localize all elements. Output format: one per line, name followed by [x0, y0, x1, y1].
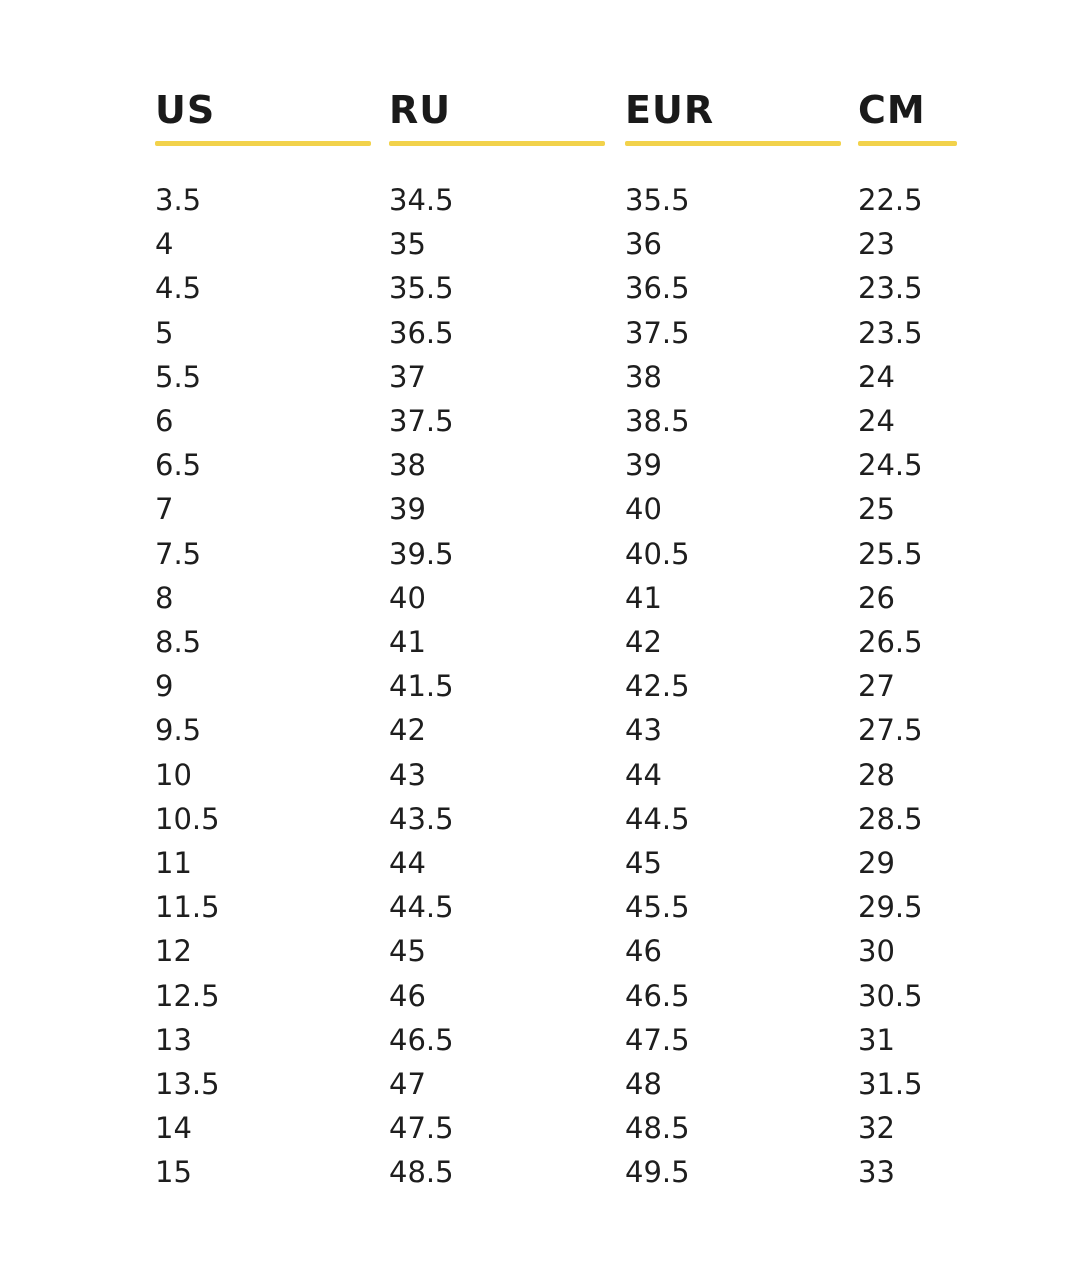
table-cell-ru: 40 [389, 580, 426, 615]
table-cell-eur: 48 [625, 1067, 662, 1101]
table-cell-ru: 41 [389, 625, 426, 659]
table-cell-eur: 42.5 [625, 669, 690, 704]
table-cell-eur: 44.5 [625, 801, 690, 836]
table-cell-us: 9.5 [155, 713, 202, 748]
table-cell-us: 5.5 [155, 359, 202, 394]
column-header-eur: EUR [625, 88, 715, 132]
table-cell-ru: 44 [389, 846, 426, 880]
table-cell-cm: 25.5 [858, 536, 923, 571]
column-underline-ru [389, 141, 605, 146]
table-cell-eur: 40.5 [625, 536, 690, 571]
table-cell-cm: 30.5 [858, 978, 923, 1013]
table-cell-cm: 30 [858, 934, 895, 969]
table-cell-cm: 22.5 [858, 183, 923, 217]
table-cell-us: 8 [155, 580, 174, 615]
table-cell-eur: 49.5 [625, 1155, 690, 1190]
table-cell-cm: 32 [858, 1111, 895, 1146]
table-cell-eur: 46 [625, 934, 662, 969]
table-cell-us: 12.5 [155, 978, 220, 1013]
table-cell-eur: 48.5 [625, 1111, 690, 1146]
table-cell-eur: 36 [625, 227, 662, 262]
table-cell-ru: 47 [389, 1067, 426, 1101]
table-cell-ru: 35 [389, 227, 426, 262]
column-header-us: US [155, 88, 216, 132]
table-cell-ru: 39 [389, 492, 426, 527]
table-cell-us: 7 [155, 492, 174, 527]
table-cell-eur: 42 [625, 625, 662, 659]
table-cell-cm: 24 [858, 359, 895, 394]
column-underline-us [155, 141, 371, 146]
table-cell-us: 5 [155, 315, 174, 350]
table-cell-ru: 44.5 [389, 890, 454, 925]
table-cell-cm: 23.5 [858, 315, 923, 350]
table-cell-ru: 43 [389, 757, 426, 792]
table-cell-eur: 45.5 [625, 890, 690, 925]
table-cell-eur: 38 [625, 359, 662, 394]
table-cell-ru: 36.5 [389, 315, 454, 350]
table-cell-cm: 33 [858, 1155, 895, 1190]
table-cell-us: 15 [155, 1155, 192, 1190]
table-cell-eur: 43 [625, 713, 662, 748]
table-cell-us: 4 [155, 227, 174, 262]
table-cell-cm: 29 [858, 846, 895, 880]
table-cell-ru: 41.5 [389, 669, 454, 704]
table-cell-cm: 27 [858, 669, 895, 704]
table-cell-cm: 28.5 [858, 801, 923, 836]
table-cell-cm: 23 [858, 227, 895, 262]
table-cell-us: 12 [155, 934, 192, 969]
table-cell-eur: 39 [625, 448, 662, 483]
table-cell-eur: 36.5 [625, 271, 690, 306]
table-cell-eur: 45 [625, 846, 662, 880]
table-cell-us: 7.5 [155, 536, 202, 571]
table-cell-ru: 46.5 [389, 1022, 454, 1057]
table-cell-us: 13 [155, 1022, 192, 1057]
table-cell-ru: 48.5 [389, 1155, 454, 1190]
table-cell-cm: 27.5 [858, 713, 923, 748]
column-header-cm: CM [858, 88, 926, 132]
table-cell-us: 9 [155, 669, 174, 704]
table-cell-cm: 23.5 [858, 271, 923, 306]
table-cell-us: 8.5 [155, 625, 202, 659]
table-cell-ru: 43.5 [389, 801, 454, 836]
table-cell-cm: 29.5 [858, 890, 923, 925]
column-header-ru: RU [389, 88, 452, 132]
table-cell-ru: 46 [389, 978, 426, 1013]
table-cell-cm: 28 [858, 757, 895, 792]
table-cell-us: 3.5 [155, 183, 202, 217]
table-cell-eur: 37.5 [625, 315, 690, 350]
table-cell-us: 4.5 [155, 271, 202, 306]
table-cell-us: 10 [155, 757, 192, 792]
table-cell-cm: 24 [858, 404, 895, 438]
table-cell-cm: 26 [858, 580, 895, 615]
table-cell-cm: 24.5 [858, 448, 923, 483]
table-cell-eur: 38.5 [625, 404, 690, 438]
table-cell-ru: 47.5 [389, 1111, 454, 1146]
table-cell-cm: 25 [858, 492, 895, 527]
table-cell-eur: 40 [625, 492, 662, 527]
table-cell-ru: 34.5 [389, 183, 454, 217]
table-cell-ru: 45 [389, 934, 426, 969]
column-underline-cm [858, 141, 957, 146]
table-cell-cm: 31 [858, 1022, 895, 1057]
table-cell-us: 14 [155, 1111, 192, 1146]
table-cell-ru: 39.5 [389, 536, 454, 571]
table-cell-ru: 38 [389, 448, 426, 483]
table-cell-cm: 26.5 [858, 625, 923, 659]
table-cell-ru: 37.5 [389, 404, 454, 438]
table-cell-us: 11.5 [155, 890, 220, 925]
table-cell-ru: 35.5 [389, 271, 454, 306]
table-cell-eur: 44 [625, 757, 662, 792]
table-cell-us: 6 [155, 404, 174, 438]
table-cell-us: 10.5 [155, 801, 220, 836]
table-cell-eur: 47.5 [625, 1022, 690, 1057]
table-cell-ru: 42 [389, 713, 426, 748]
table-cell-ru: 37 [389, 359, 426, 394]
table-cell-us: 11 [155, 846, 192, 880]
table-cell-us: 13.5 [155, 1067, 220, 1101]
table-cell-eur: 35.5 [625, 183, 690, 217]
table-cell-eur: 46.5 [625, 978, 690, 1013]
table-cell-cm: 31.5 [858, 1067, 923, 1101]
table-cell-us: 6.5 [155, 448, 202, 483]
column-underline-eur [625, 141, 841, 146]
table-cell-eur: 41 [625, 580, 662, 615]
